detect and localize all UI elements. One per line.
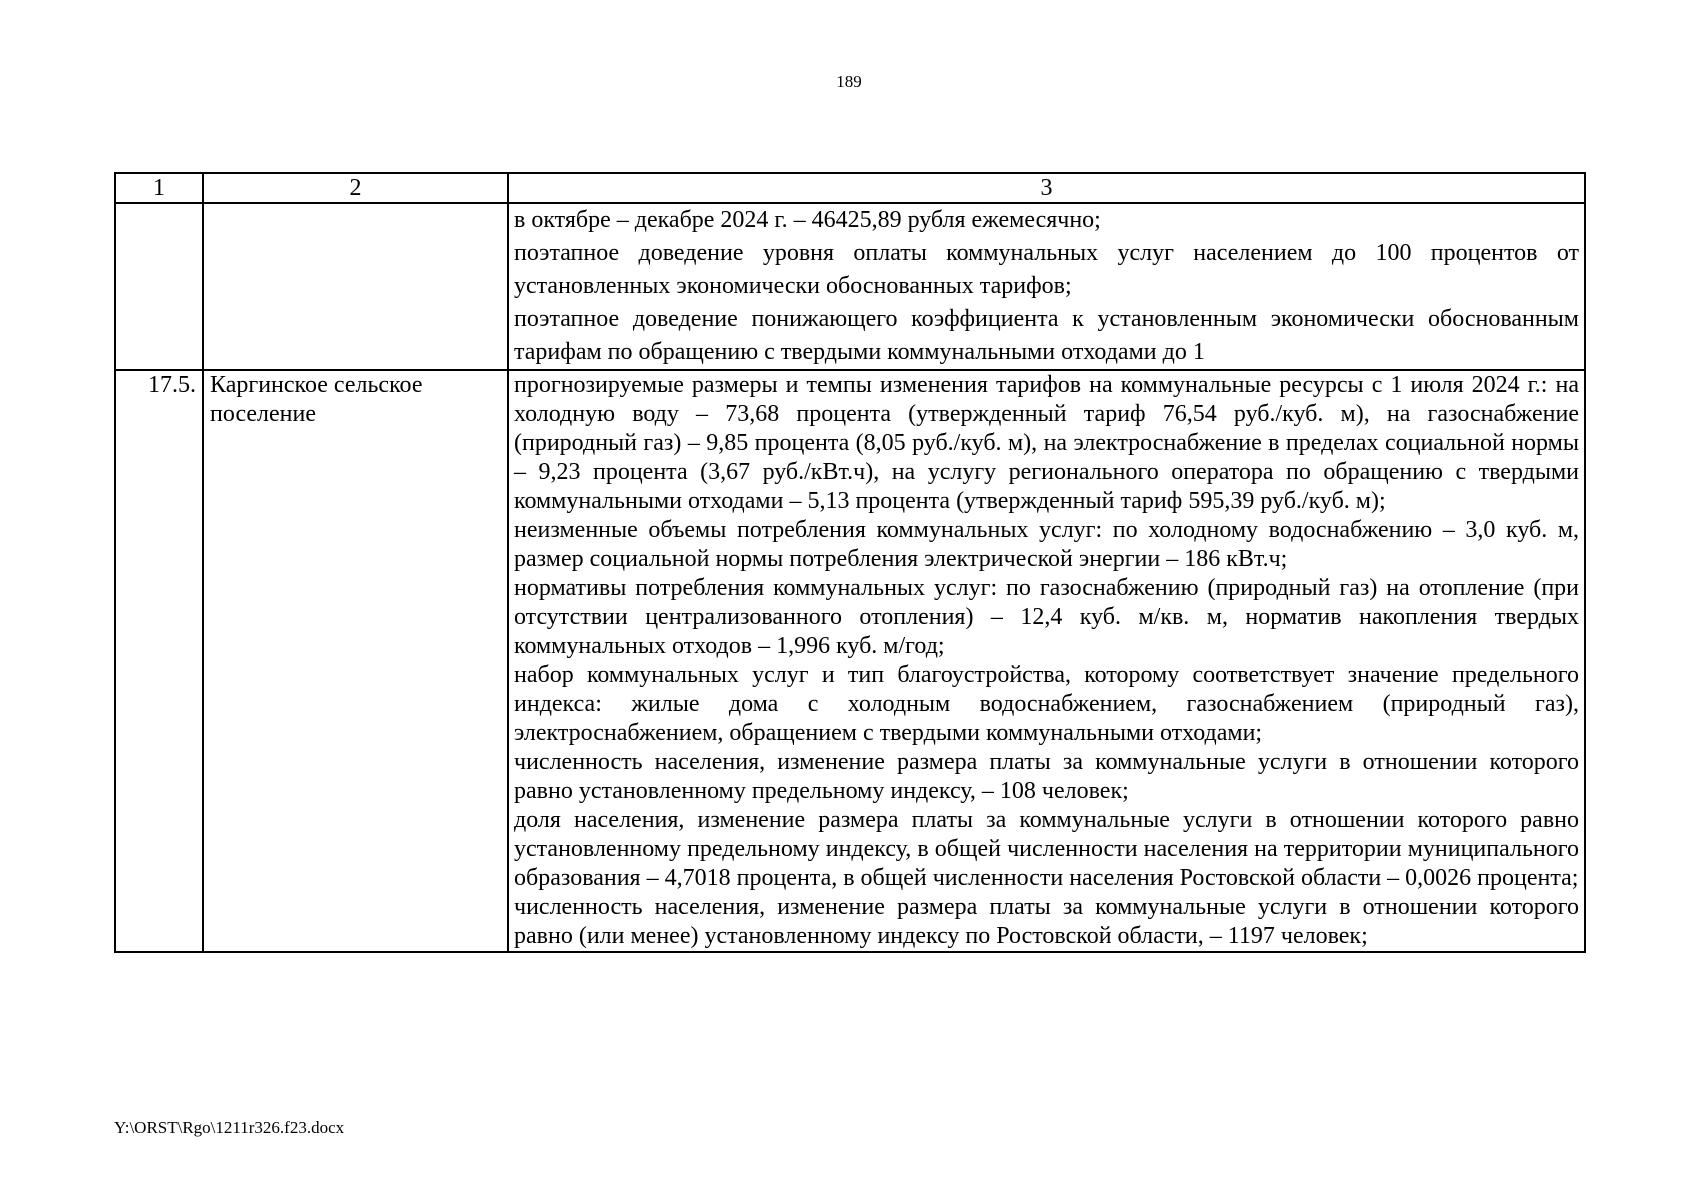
row-number-cell-empty (115, 203, 203, 370)
file-path: Y:\ORST\Rgo\1211r326.f23.docx (114, 1118, 345, 1137)
table-header-row (115, 173, 1585, 203)
paragraph-text: нормативы потребления коммунальных услуг: по газоснабжению (природный газ) на отопление (при отсутствии централизованного отопления) – 12,4 куб. м/кв. м, норматив накопления твердых коммунальных отходов – 1,996 куб. м/год; (514, 575, 1579, 659)
table-row-continuation (115, 203, 1585, 370)
paragraph-text: поэтапное доведение понижающего коэффициента к установленным экономически обоснованным тарифам по обращению с твердыми коммунальными отходами до 1 (514, 306, 1579, 365)
row-number: 17.5. (115, 370, 203, 952)
paragraph-text: численность населения, изменение размера платы за коммунальные услуги в отношении которого равно (или менее) установленному индексу по Ростовской области, – 1197 человек; (514, 894, 1579, 949)
paragraph-text: поэтапное доведение уровня оплаты коммунальных услуг населением до 100 процентов от установленных экономически обоснованных тарифов; (514, 240, 1579, 299)
tariff-table (114, 172, 1586, 953)
paragraph-text: доля населения, изменение размера платы за коммунальные услуги в отношении которого равно установленному предельному индексу, в общей численности населения на территории муниципального образования – 4,7018 процента, в общей численности населения Ростовской области – 0,0026 процента; (514, 807, 1579, 891)
municipality-name: Каргинское сельское поселение (203, 370, 508, 952)
paragraph-text: набор коммунальных услуг и тип благоустройства, которому соответствует значение предельного индекса: жилые дома с холодным водоснабжением, газоснабжением (природный газ), электроснабжением, обращением с твердыми коммунальными отходами; (514, 662, 1579, 746)
column-header-2: 2 (203, 173, 508, 203)
paragraph-text: прогнозируемые размеры и темпы изменения тарифов на коммунальные ресурсы с 1 июля 2024 г.: на холодную воду – 73,68 процента (утвержденный тариф 76,54 руб./куб. м), на газоснабжение (природный газ) – 9,85 процента (8,05 руб./куб. м), на электроснабжение в пределах социальной нормы – 9,23 процента (3,67 руб./кВт.ч), на услугу регионального оператора по обращению с твердыми коммунальными отходами – 5,13 процента (утвержденный тариф 595,39 руб./куб. м); (514, 372, 1579, 514)
row-text-cell-continuation (508, 203, 1585, 370)
table-row-17-5 (115, 370, 1585, 952)
row-area-cell-empty (203, 203, 508, 370)
row-text-cell (508, 370, 1585, 952)
paragraph-text: неизменные объемы потребления коммунальных услуг: по холодному водоснабжению – 3,0 куб. м, размер социальной нормы потребления электрической энергии – 186 кВт.ч; (514, 517, 1579, 572)
column-header-1: 1 (115, 173, 203, 203)
column-header-3: 3 (508, 173, 1585, 203)
paragraph-text: в октябре – декабре 2024 г. – 46425,89 рубля ежемесячно; (514, 207, 1101, 233)
page-number: 189 (836, 72, 862, 91)
paragraph-text: численность населения, изменение размера платы за коммунальные услуги в отношении которого равно установленному предельному индексу, – 108 человек; (514, 749, 1579, 804)
